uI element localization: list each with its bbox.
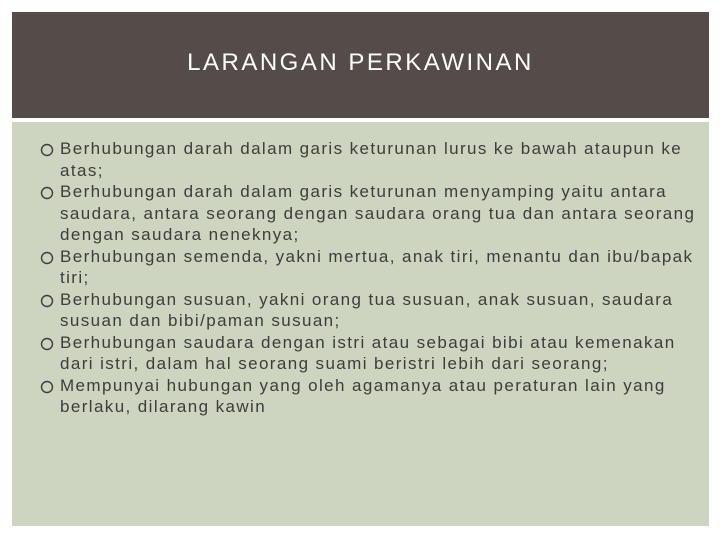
bullet-text: Mempunyai hubungan yang oleh agamanya atau peraturan lain yang berlaku, dilarang kawin (60, 375, 666, 416)
content-panel (12, 122, 709, 526)
slide-title: LARANGAN PERKAWINAN (187, 49, 534, 76)
bullet-text: Berhubungan darah dalam garis keturunan lurus ke bawah ataupun ke atas; (60, 139, 683, 180)
title-bar (12, 12, 709, 118)
list-item (40, 375, 700, 418)
list-item (40, 332, 700, 375)
bullet-text: Berhubungan susuan, yakni orang tua susuan, anak susuan, saudara susuan dan bibi/paman susuan; (60, 289, 674, 330)
bullet-text: Berhubungan saudara dengan istri atau sebagai bibi atau kemenakan dari istri, dalam hal seorang suami beristri lebih dari seorang; (60, 332, 676, 373)
circle-bullet-icon (40, 184, 54, 198)
list-item (40, 289, 700, 332)
circle-bullet-icon (40, 141, 54, 155)
bullet-list (40, 138, 700, 418)
circle-bullet-icon (40, 378, 54, 392)
list-item (40, 138, 700, 181)
bullet-text: Berhubungan darah dalam garis keturunan menyamping yaitu antara saudara, antara seorang dengan saudara orang tua dan antara seorang dengan saudara neneknya; (60, 182, 696, 244)
list-item (40, 181, 700, 246)
bullet-text: Berhubungan semenda, yakni mertua, anak tiri, menantu dan ibu/bapak tiri; (60, 246, 694, 287)
circle-bullet-icon (40, 335, 54, 349)
circle-bullet-icon (40, 292, 54, 306)
circle-bullet-icon (40, 249, 54, 263)
list-item (40, 246, 700, 289)
